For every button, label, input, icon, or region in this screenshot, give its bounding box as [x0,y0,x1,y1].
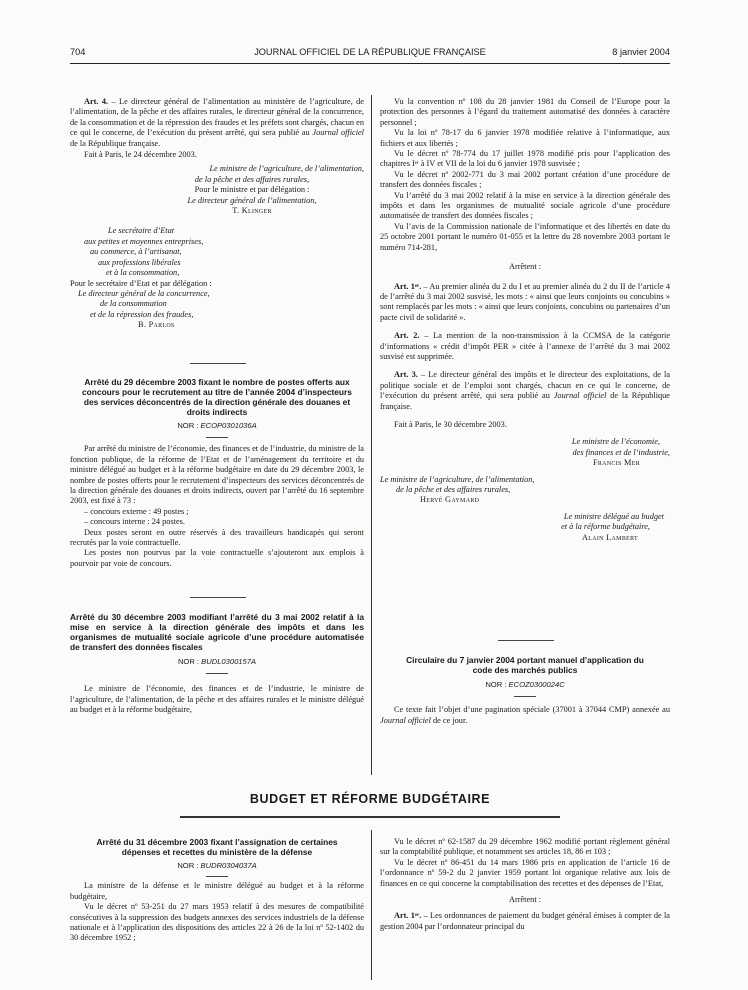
paragraph: Vu le décret nº 53-251 du 27 mars 1953 relatif à des mesures de compatibilité consécutives à la suppression des budgets annexes des services industriels de la défense nationale et à l’application des dispositions des articles 22 à 26 de la loi nº 52-1402 du 30 décembre 1952 ; [70,902,364,943]
signatory-name: Hervé Gaymard [420,495,480,505]
nor-reference: NOR : BUDR0304037A [177,861,257,870]
signatory-name: T. Klinger [232,206,272,216]
visa: Vu le décret nº 78-774 du 17 juillet 1978 modifié pris pour l’application des chapitres Iᵉʳ à IV et VII de la loi du 6 janvier 1978 susvisée ; [380,149,670,169]
circulaire-title: Circulaire du 7 janvier 2004 portant manuel d’application du code des marchés publics [406,655,644,675]
page-number: 704 [70,47,86,57]
column-divider-bottom [371,830,372,980]
signature-date: Fait à Paris, le 30 décembre 2003. [394,419,507,429]
visa: Vu l’arrêté du 3 mai 2002 relatif à la mise en service à la direction générale des impôts et dans les organismes de mutualité sociale agricole d’une procédure automatisée de transfert des données fiscales ; [380,190,670,221]
visa: Vu l’avis de la Commission nationale de l’informatique et des libertés en date du 25 octobre 2001 portant le numéro 01-055 et la lettre du 28 novembre 2003 portant le numéro 714-281, [380,221,670,252]
arretent-label: Arrêtent : [508,895,542,905]
separator-line [206,437,228,438]
nor-reference: NOR : BUDL0300157A [177,657,257,666]
page-header [70,47,670,61]
separator-line [498,640,554,641]
article-1: Art. 1ᵉʳ. – Au premier alinéa du 2 du I et au premier alinéa du 2 du II de l’article 4 de l’arrêté du 3 mai 2002 susvisé, les mots : « ainsi que leurs conjoints ou concubins » sont remplacés par les mots : « ainsi que leurs conjoints, concubins ou partenaires d’un pacte civil de solidarité ». [380,281,670,322]
separator-line [514,696,536,697]
paragraph: Par arrêté du ministre de l’économie, des finances et de l’industrie, du ministre de la fonction publique, de la réforme de l’Etat et de l’aménagement du territoire et du ministre délégué au budget et à la réforme budgétaire en date du 29 décembre 2003, le nombre de postes offerts pour le recrutement d’inspecteurs des services déconcentrés de la direction générale des douanes et droits indirects, ouvert par l’arrêté du 16 septembre 2003, est fixé à 73 : [70,444,364,506]
separator-line [190,363,246,364]
article-4: Art. 4. – Le directeur général de l’alimentation au ministère de l’agriculture, de l’alimentation, de la pêche et des affaires rurales, le directeur général de la concurrence, de la consommation et de la répression des fraudes et les préfets sont chargés, chacun en ce qui le concerne, de l’exécution du présent arrêté, qui sera publié au Journal officiel de la République française. [70,97,364,148]
decree-title: Arrêté du 29 décembre 2003 fixant le nombre de postes offerts aux concours pour le recrutement au titre de l’année 2004 d’inspecteurs des services déconcentrés de la direction générale des douanes et droits indirects [82,377,352,417]
visa: Vu le décret nº 62-1587 du 29 décembre 1962 modifié portant règlement général sur la comptabilité publique, et notamment ses articles 18, 86 et 103 ; [380,837,670,857]
signatory-name: Alain Lambert [581,532,638,542]
signatory-name: Francis Mer [592,458,640,468]
arretent-label: Arrêtent : [508,262,542,272]
column-divider-top [371,95,372,775]
journal-title: JOURNAL OFFICIEL DE LA RÉPUBLIQUE FRANÇAISE [254,47,486,57]
signature-block-agriculture: Le ministre de l’agriculture, de l’alimentation, de la pêche et des affaires rurales, Hervé Gaymard [380,475,670,506]
list-item: – concours interne : 24 postes. [84,517,185,527]
signature-block-budget: Le ministre délégué au budget et à la réforme budgétaire, Alain Lambert [380,512,670,543]
paragraph: Deux postes seront en outre réservés à des travailleurs handicapés qui seront recrutés par la voie contractuelle. [70,527,364,548]
header-rule [70,63,670,64]
nor-reference: NOR : ECOP0301036A [177,421,257,430]
circulaire [380,655,670,726]
list-item: – concours externe : 49 postes ; [84,506,189,516]
paragraph: La ministre de la défense et le ministre délégué au budget et à la réforme budgétaire, [70,881,364,901]
visa: Vu le décret nº 86-451 du 14 mars 1986 pris en application de l’article 16 de l’ordonnance nº 59-2 du 2 janvier 1959 portant loi organique relative aux lois de finances en ce qui concerne la comptabilisation des recettes et des dépenses de l’Etat, [380,857,670,888]
separator-line [206,876,228,877]
signature-block-2: Le secrétaire d’Etat aux petites et moyennes entreprises, au commerce, à l’artisanat, aux professions libérales et à la consommation, Pour le secrétaire d’Etat et par délégation : Le directeur général de la concurrence, de la consommation et de la répression des fraudes, B. Parlos [70,226,364,330]
paragraph: Ce texte fait l’objet d’une pagination spéciale (37001 à 37044 CMP) annexée au Journal officiel de ce jour. [380,705,670,725]
right-column-top [380,97,670,543]
signature-block-1: Le ministre de l’agriculture, de l’alimentation, de la pêche et des affaires rurales, Pour le ministre et par délégation : Le directeur général de l’alimentation, T. Klinger [70,164,364,216]
decree-title: Arrêté du 30 décembre 2003 modifiant l’arrêté du 3 mai 2002 relatif à la mise en service à la direction générale des impôts et dans les organismes de mutualité sociale agricole d’une procédure automatisée de transfert des données fiscales [70,612,364,652]
article-3: Art. 3. – Le directeur général des impôts et le directeur des exploitations, de la politique sociale et de l’emploi sont chargés, chacun en ce qui le concerne, de l’exécution du présent arrêté, qui sera publié au Journal officiel de la République française. [380,370,671,411]
separator-line [206,673,228,674]
article-2: Art. 2. – La mention de la non-transmission à la CCMSA de la catégorie d’informations « crédit d’impôt PER » citée à l’annexe de l’arrêté du 3 mai 2002 susvisé est supprimée. [380,331,670,361]
article-1: Art. 1ᵉʳ. – Les ordonnances de paiement du budget général émises à compter de la gestion 2004 par l’ordonnateur principal du [380,911,670,931]
signature-date: Fait à Paris, le 24 décembre 2003. [84,150,197,160]
nor-reference: NOR : ECOZ0300024C [485,680,565,689]
separator-line [190,597,246,598]
section-heading: BUDGET ET RÉFORME BUDGÉTAIRE [249,792,491,806]
decree-defense [70,837,364,944]
visa: Vu la convention nº 108 du 28 janvier 1981 du Conseil de l’Europe pour la protection des personnes à l’égard du traitement automatisé des données à caractère personnel ; [380,97,670,127]
issue-date: 8 janvier 2004 [612,47,670,57]
paragraph: Le ministre de l’économie, des finances et de l’industrie, le ministre de l’agriculture, de l’alimentation, de la pêche et des affaires rurales et le ministre délégué au budget et à la réforme budgétaire, [70,684,364,715]
visa: Vu le décret nº 2002-771 du 3 mai 2002 portant création d’une procédure de transfert des données fiscales ; [380,169,670,190]
paragraph: Les postes non pourvus par la voie contractuelle s’ajouteront aux emplois à pourvoir par voie de concours. [70,548,364,568]
left-column-top [70,97,364,331]
decree-title: Arrêté du 31 décembre 2003 fixant l’assignation de certaines dépenses et recettes du ministère de la défense [96,837,338,857]
decree-douanes [70,377,364,569]
decree-defense-continued [380,837,670,932]
signatory-name: B. Parlos [138,320,175,330]
signature-block-economie: Le ministre de l’économie, des finances et de l’industrie, Francis Mer [380,437,670,468]
section-rule [180,816,560,818]
decree-donnees-fiscales [70,612,364,716]
visa: Vu la loi nº 78-17 du 6 janvier 1978 modifiée relative à l’informatique, aux fichiers et aux libertés ; [380,128,670,148]
